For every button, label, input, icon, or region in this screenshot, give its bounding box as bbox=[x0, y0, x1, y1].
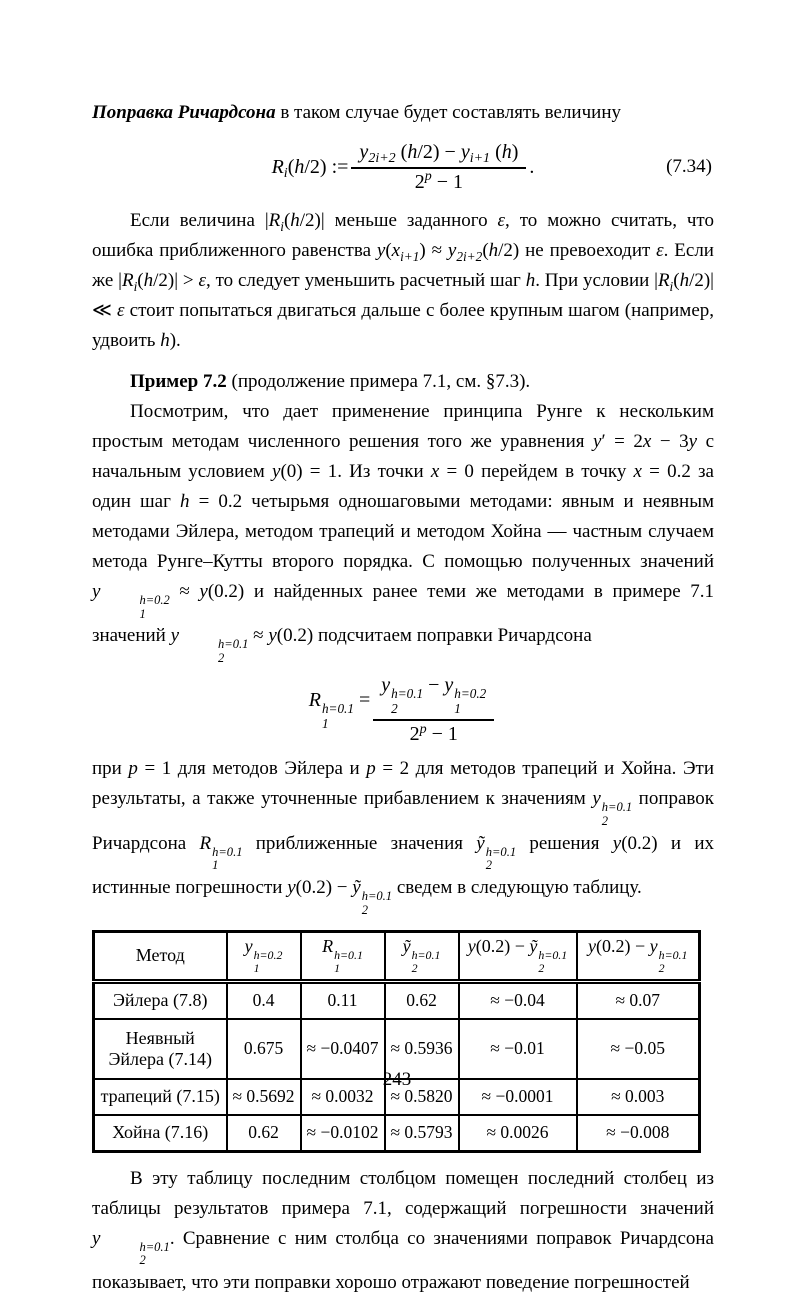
equation-body bbox=[309, 674, 498, 746]
page-number: 243 bbox=[382, 1069, 412, 1090]
closing-paragraph: В эту таблицу последним столбцом помещен последний столбец из таблицы результатов примера 7.1, содержащий погрешности значений y h=0.1 2 . Сравнение с ним столбца со значениями поправок Ричардсона показывает, что эти поправки хорошо отражают поведение погрешностей bbox=[92, 1167, 714, 1294]
paragraph-epsilon-rule: Если величина $|R_i(h/2)|$ меньше заданного ε, то можно считать, что ошибка приближенного равенства $y(x_{i+1}) \approx y_{2i+2}(h/2)$ не превоеходит ε. Если же $|R_i(h/2)| > \varepsilon$, то следует уменьшить расчетный шаг h. При условии $|R_i(h/2)|$ ≪ ε стоит попытаться двигаться дальше с более крупным шагом (например, удвоить h). bbox=[92, 210, 715, 351]
cell-y1: ≈ 0.5692 bbox=[227, 1079, 301, 1115]
equation-lhs: $R_i(h/2)$ := bbox=[271, 155, 349, 182]
fraction bbox=[373, 674, 494, 746]
cell-r1: ≈ −0.0102 bbox=[301, 1115, 385, 1152]
col-header-method: Метод bbox=[94, 931, 227, 981]
fraction-numerator: y h=0.1 2 − y h=0.2 1 bbox=[381, 673, 487, 716]
cell-error-tilde: ≈ −0.01 bbox=[459, 1019, 577, 1079]
cell-error-tilde: ≈ −0.04 bbox=[459, 981, 577, 1019]
cell-method: Хойна (7.16) bbox=[94, 1115, 227, 1152]
example-body-paragraph: Посмотрим, что дает применение принципа Рунге к нескольким простым методам численного решения того же уравнения y′ = 2x − 3y с начальным условием y(0) = 1. Из точки x = 0 перейдем в точку x = 0.2 за один шаг h = 0.2 четырьмя одношаговыми методами: явным и неявным методами Эйлера, методом трапеций и методом Хойна — частным случаем метода Рунге–Кутты второго порядка. С помощью полученных значений y h=0.2 1 ≈ y(0.2) и найденных ранее теми же методами в примере 7.1 значений y h=0.1 2 ≈ y(0.2) подсчитаем поправки Ричардсона bbox=[92, 401, 715, 666]
cell-y2-tilde: ≈ 0.5936 bbox=[385, 1019, 459, 1079]
cell-error: ≈ −0.05 bbox=[577, 1019, 700, 1079]
equation-body bbox=[272, 141, 535, 194]
cell-method: трапеций (7.15) bbox=[94, 1079, 227, 1115]
cell-method: Неявный Эйлера (7.14) bbox=[94, 1019, 227, 1079]
results-table bbox=[92, 930, 701, 1153]
equation-7-34 bbox=[92, 136, 714, 198]
col-header-y1: y h=0.2 1 bbox=[227, 931, 301, 981]
equation-lhs: R h=0.1 1 = bbox=[308, 688, 371, 731]
cell-error-tilde: ≈ −0.0001 bbox=[459, 1079, 577, 1115]
fraction-denominator: $2^p - 1$ bbox=[351, 167, 526, 194]
cell-y2-tilde: 0.62 bbox=[385, 981, 459, 1019]
col-header-r1: R h=0.1 1 bbox=[301, 931, 385, 981]
fraction bbox=[351, 141, 526, 194]
table-row-euler bbox=[94, 981, 700, 1019]
cell-y1: 0.62 bbox=[227, 1115, 301, 1152]
cell-y1: 0.675 bbox=[227, 1019, 301, 1079]
example-heading: Пример 7.2 (продолжение примера 7.1, см. §7.3). bbox=[130, 371, 531, 392]
cell-r1: 0.11 bbox=[301, 981, 385, 1019]
cell-error-tilde: ≈ 0.0026 bbox=[459, 1115, 577, 1152]
intro-paragraph: Поправка Ричардсона в таком случае будет составлять величину bbox=[92, 102, 621, 123]
table-header-row bbox=[94, 931, 700, 981]
fraction-numerator: $y_{2i+2}$ $(h/2) - y_{i+1}$ (h) bbox=[359, 140, 519, 167]
cell-error: ≈ 0.07 bbox=[577, 981, 700, 1019]
equation-period: . bbox=[529, 155, 535, 178]
cell-method: Эйлера (7.8) bbox=[94, 981, 227, 1019]
cell-r1: ≈ 0.0032 bbox=[301, 1079, 385, 1115]
equation-number: (7.34) bbox=[666, 156, 712, 177]
paragraph-p-values: при p = 1 для методов Эйлера и p = 2 для методов трапеций и Хойна. Эти результаты, а также уточненные прибавлением к значениям y h=0.1 2 поправок Ричардсона R h=0.1 1 приближенные значения ỹ h=0.1 2 решения y(0.2) и их истинные погрешности y(0.2) − ỹ h=0.1 2 сведем в следующую таблицу. bbox=[92, 758, 714, 917]
cell-y2-tilde: ≈ 0.5793 bbox=[385, 1115, 459, 1152]
cell-y1: 0.4 bbox=[227, 981, 301, 1019]
equation-richardson-r1 bbox=[92, 674, 714, 746]
cell-y2-tilde: ≈ 0.5820 bbox=[385, 1079, 459, 1115]
cell-error: ≈ 0.003 bbox=[577, 1079, 700, 1115]
table-row-heun bbox=[94, 1115, 700, 1152]
cell-error: ≈ −0.008 bbox=[577, 1115, 700, 1152]
fraction-denominator: $2^p - 1$ bbox=[373, 719, 494, 746]
col-header-error-tilde: y(0.2) − ỹ h=0.1 2 bbox=[459, 931, 577, 981]
col-header-error: y(0.2) − y h=0.1 2 bbox=[577, 931, 700, 981]
col-header-y2-tilde: ỹ h=0.1 2 bbox=[385, 931, 459, 981]
cell-r1: ≈ −0.0407 bbox=[301, 1019, 385, 1079]
